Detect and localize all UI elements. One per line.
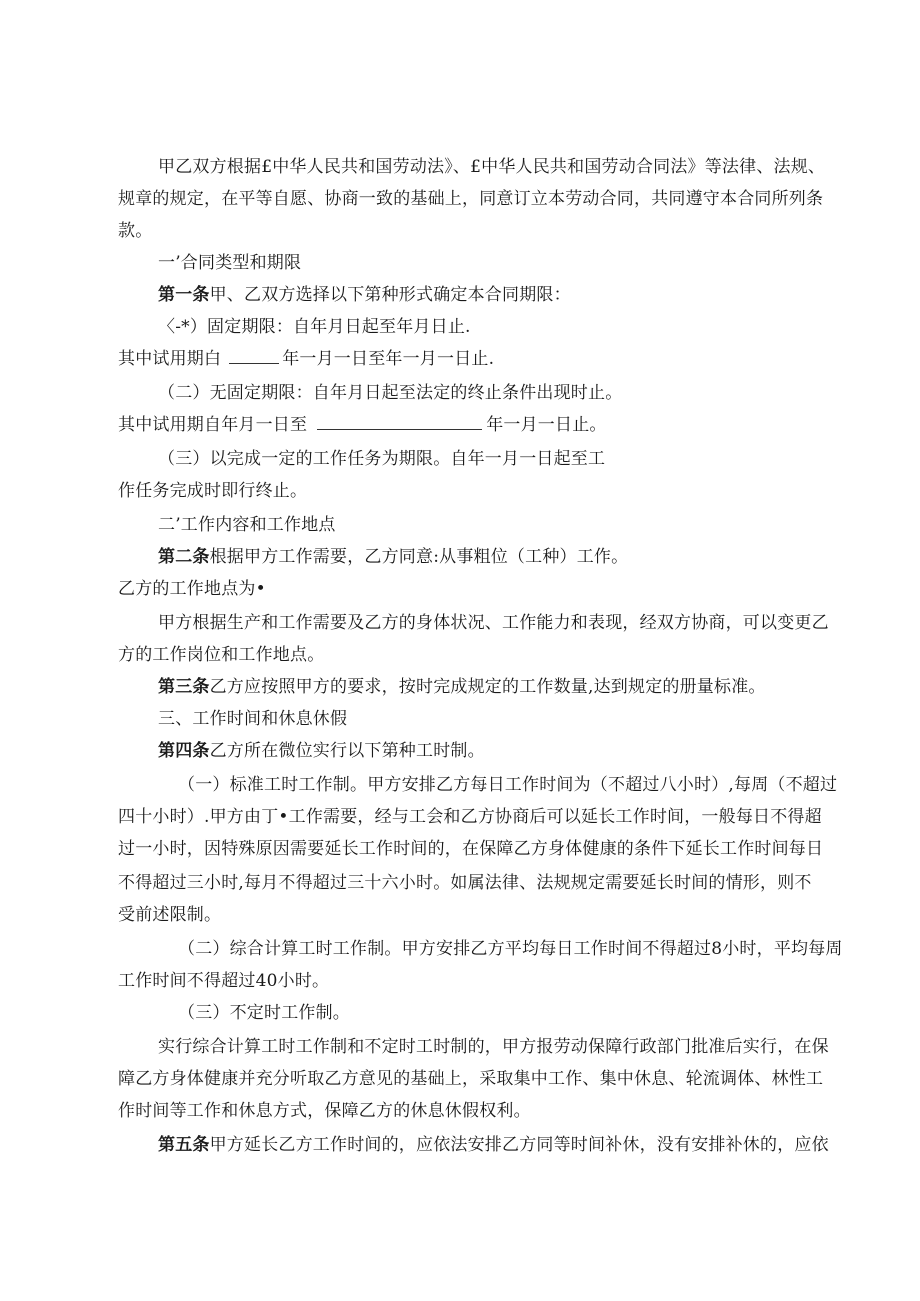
standard-hours-line-5: 受前述限制。: [118, 905, 222, 925]
probation-1-blank: [229, 349, 279, 364]
section-2-heading: 二’工作内容和工作地点: [158, 515, 336, 535]
article-1-text: 甲、乙双方选择以下第种形式确定本合同期限：: [209, 285, 571, 305]
section-1-heading: 一’合同类型和期限: [158, 253, 302, 273]
article-3-text: 乙方应按照甲方的要求，按时完成规定的工作数量,达到规定的册量标准。: [209, 677, 766, 697]
intro-line-3: 款。: [118, 221, 153, 241]
change-line-2: 方的工作岗位和工作地点。: [118, 645, 325, 665]
implementation-line-2: 障乙方身体健康并充分听取乙方意见的基础上，采取集中工作、集中休息、轮流调体、林性工: [118, 1069, 824, 1089]
article-2: [158, 546, 628, 568]
article-2-text: 根据甲方工作需要，乙方同意:从事粗位（工种）工作。: [209, 547, 629, 567]
article-5-label: 第五条: [158, 1135, 210, 1155]
article-2-label: 第二条: [158, 547, 210, 567]
comprehensive-hours-line-2: 工作时间不得超过40小时。: [118, 971, 330, 991]
comprehensive-hours-line-1: （二）综合计算工时工作制。甲方安排乙方平均每日工作时间不得超过8小时，平均每周: [178, 939, 843, 959]
work-location: 乙方的工作地点为•: [118, 579, 266, 599]
article-5-text: 甲方延长乙方工作时间的，应依法安排乙方同等时间补休，没有安排补休的，应依: [209, 1135, 829, 1155]
article-4-label: 第四条: [158, 741, 210, 761]
term-option-open: （二）无固定期限：自年月日起至法定的终止条件出现时止。: [158, 383, 623, 403]
probation-1-suffix: 年一月一日至年一月一日止.: [282, 349, 495, 369]
implementation-line-3: 作时间等工作和休息方式，保障乙方的休息休假权利。: [118, 1101, 531, 1121]
article-1: [158, 284, 571, 306]
article-1-label: 第一条: [158, 285, 210, 305]
standard-hours-line-4: 不得超过三小时,每月不得超过三十六小时。如属法律、法规规定需要延长时间的情形，则不: [118, 873, 812, 893]
probation-2-prefix: 其中试用期自年月一日至: [118, 415, 308, 435]
article-4: [158, 740, 485, 762]
standard-hours-line-1: （一）标准工时工作制。甲方安排乙方每日工作时间为（不超过八小时）,每周（不超过: [178, 775, 838, 795]
intro-line-2: 规章的规定，在平等自愿、协商一致的基础上，同意订立本劳动合同，共同遵守本合同所列条: [118, 189, 824, 209]
probation-2-blank: [317, 415, 482, 430]
section-3-heading: 三、工作时间和休息休假: [158, 709, 348, 729]
probation-line-2: [118, 414, 607, 436]
article-3-label: 第三条: [158, 677, 210, 697]
article-4-text: 乙方所在微位实行以下第种工时制。: [209, 741, 485, 761]
standard-hours-line-2: 四十小时）.甲方由丁•工作需要，经与工会和乙方协商后可以延长工作时间，一般每日不得超: [118, 807, 822, 827]
probation-2-suffix: 年一月一日止。: [486, 415, 607, 435]
standard-hours-line-3: 过一小时，因特殊原因需要延长工作时间的，在保障乙方身体健康的条件下延长工作时间每日: [118, 839, 824, 859]
term-option-fixed: 〈-*）固定期限：自年月日起至年月日止.: [158, 317, 471, 337]
implementation-line-1: 实行综合计算工时工作制和不定时工时制的，甲方报劳动保障行政部门批准后实行，在保: [158, 1037, 829, 1057]
article-5: [158, 1134, 829, 1156]
flexible-hours: （三）不定时工作制。: [178, 1003, 350, 1023]
probation-1-prefix: 其中试用期白: [118, 349, 222, 369]
change-line-1: 甲方根据生产和工作需要及乙方的身体状况、工作能力和表现，经双方协商，可以变更乙: [158, 613, 829, 633]
term-option-task-line-1: （三）以完成一定的工作任务为期限。自年一月一日起至工: [158, 449, 606, 469]
article-3: [158, 676, 766, 698]
intro-line-1: 甲乙双方根据£中华人民共和国劳动法》、£中华人民共和国劳动合同法》等法律、法规、: [158, 157, 826, 177]
term-option-task-line-2: 作任务完成时即行终止。: [118, 481, 308, 501]
probation-line-1: [118, 348, 494, 370]
